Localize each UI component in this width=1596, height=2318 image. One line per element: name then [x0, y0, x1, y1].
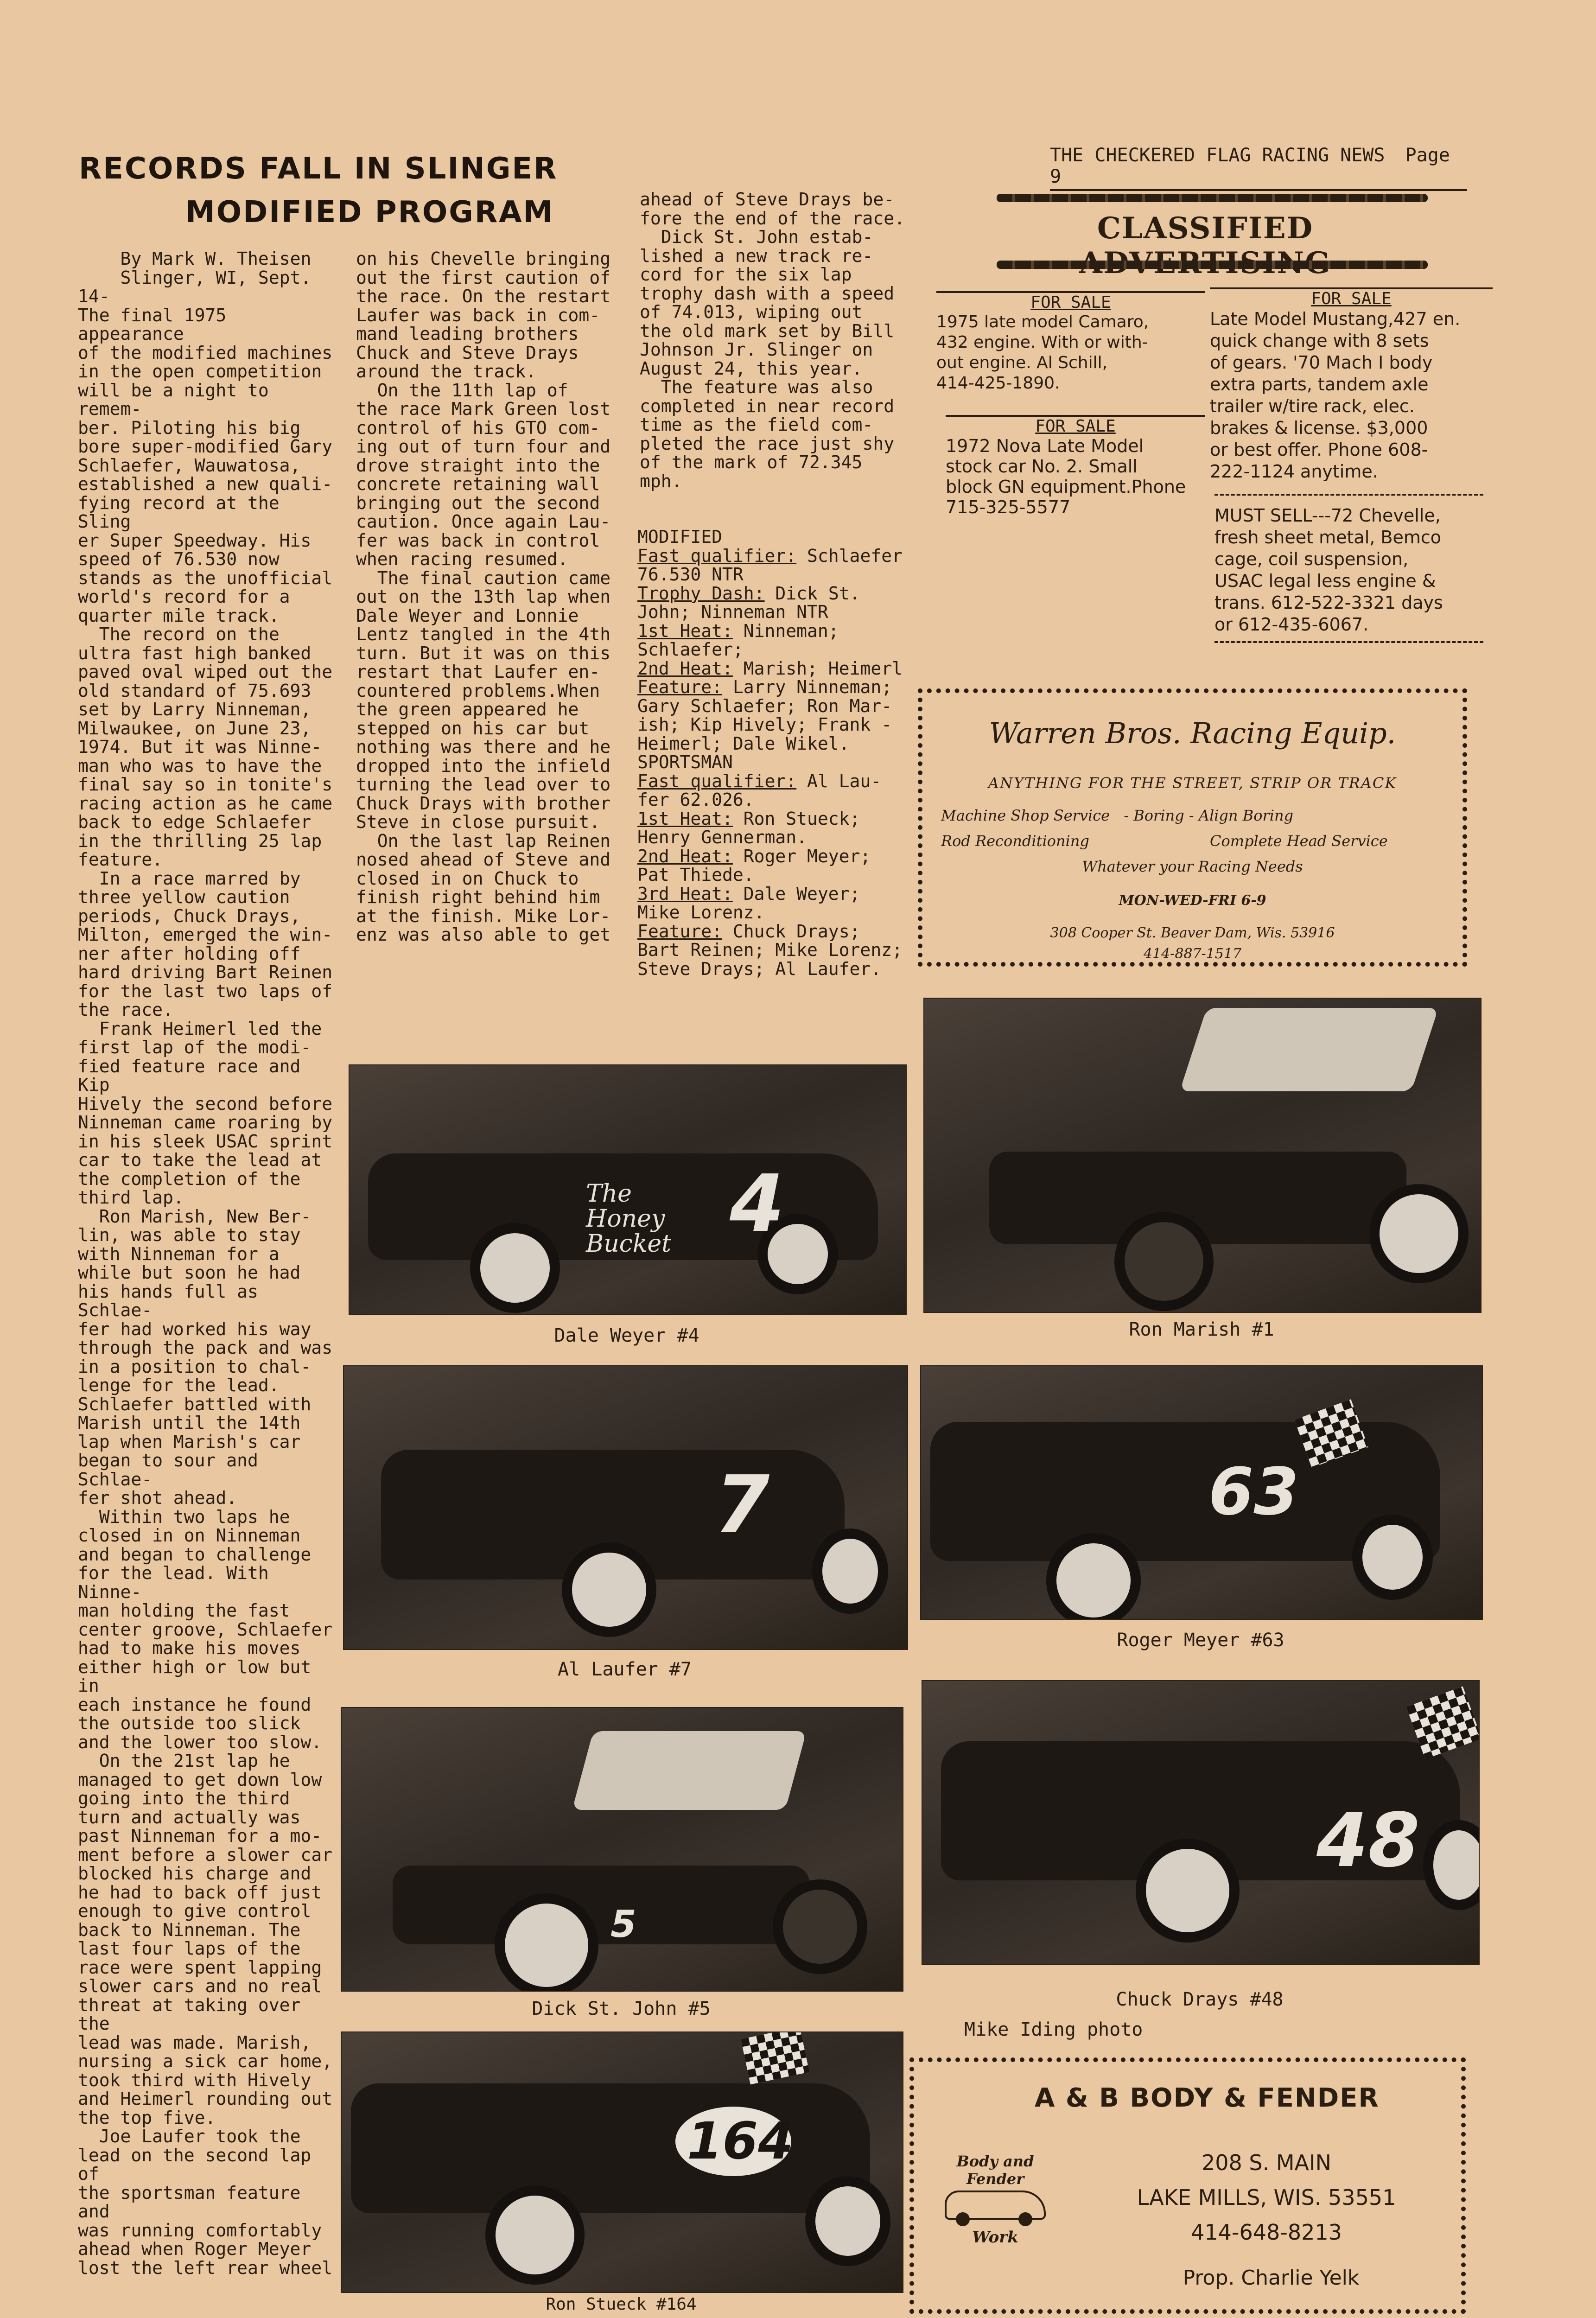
photo-chuck-drays — [922, 1680, 1480, 1965]
caption-chuck-drays: Chuck Drays #48 — [1116, 1989, 1284, 2010]
classified-title: CLASSIFIED — [1097, 211, 1314, 246]
logo-fender: Fender — [966, 2170, 1024, 2188]
text-line: last four laps of the — [78, 1938, 301, 1959]
text-line: out on the 13th lap when — [356, 586, 611, 607]
warren-address: 308 Cooper St. Beaver Dam, Wis. 53916 — [1050, 925, 1335, 941]
page-header — [1050, 145, 1467, 191]
result-text: Schlaefer; — [637, 639, 744, 660]
text-line: fer shot ahead. — [78, 1488, 237, 1508]
text-line: enough to give control — [78, 1901, 312, 1921]
text-line: caution. Once again Lau- — [356, 511, 611, 532]
ab-body-fender-ad — [909, 2057, 1466, 2314]
text-line: began to sour and Schlae- — [78, 1450, 269, 1490]
text-line: Ron Marish, New Ber- — [78, 1206, 312, 1227]
text-line: drove straight into the — [356, 455, 600, 476]
text-line: first lap of the modi- — [78, 1037, 312, 1057]
text-line: for the lead. With Ninne- — [78, 1563, 280, 1602]
text-line: and the lower too slow. — [78, 1732, 322, 1752]
text-line: lap when Marish's car — [78, 1431, 301, 1452]
result-line — [637, 847, 916, 866]
classified-ad-camaro — [936, 291, 1205, 394]
text-line: with Ninneman for a — [78, 1243, 280, 1264]
result-line — [637, 659, 916, 678]
car-wheel — [495, 1893, 598, 1992]
text-line: fore the end of the race. — [640, 208, 905, 229]
text-line: fying record at the Sling — [78, 492, 290, 532]
text-line: On the last lap Reinen — [356, 830, 611, 851]
text-line: periods, Chuck Drays, — [78, 905, 301, 926]
result-text: MODIFIED — [637, 527, 723, 547]
ab-proprietor: Prop. Charlie Yelk — [1183, 2266, 1360, 2290]
result-line — [637, 753, 916, 772]
text-line: around the track. — [356, 361, 536, 382]
text-line: The feature was also — [640, 377, 873, 397]
caption-ron-marish: Ron Marish #1 — [1129, 1319, 1274, 1340]
text-line: lead on the second lap of — [78, 2145, 322, 2184]
text-line: Johnson Jr. Slinger on — [640, 339, 873, 360]
text-line: turn. But it was on this — [356, 643, 611, 663]
text-line: his hands full as Schlae- — [78, 1281, 269, 1320]
car-number: 4 — [730, 1158, 785, 1250]
text-line: concrete retaining wall — [356, 474, 600, 494]
result-text: Bart Reinen; Mike Lorenz; — [637, 940, 903, 960]
page-number: Page 9 — [1050, 145, 1450, 187]
headline-line-2: MODIFIED PROGRAM — [185, 195, 554, 229]
car-wheel — [1136, 1839, 1240, 1942]
text-line: nothing was there and he — [356, 737, 611, 757]
result-line — [637, 547, 916, 566]
text-line: had to make his moves — [78, 1638, 301, 1658]
result-label: Trophy Dash: — [637, 583, 765, 604]
text-line: 1974. But it was Ninne- — [78, 737, 322, 757]
text-line: On the 11th lap of — [356, 380, 568, 401]
result-line — [637, 528, 916, 547]
text-line: er Super Speedway. His — [78, 530, 312, 551]
text-line: threat at taking over the — [78, 1994, 312, 2034]
result-line — [637, 603, 916, 622]
text-line: restart that Laufer en- — [356, 662, 600, 682]
result-line — [637, 790, 916, 809]
text-line: lenge for the lead. — [78, 1375, 280, 1395]
caption-ron-stueck: Ron Stueck #164 — [546, 2295, 697, 2314]
article-column-2 — [356, 249, 627, 944]
result-text: Schlaefer — [796, 545, 903, 566]
result-text: Gary Schlaefer; Ron Mar- — [637, 695, 892, 716]
text-line: cord for the six lap — [640, 264, 852, 285]
text-line: Hively the second before — [78, 1093, 333, 1114]
text-line: final say so in tonite's — [78, 774, 333, 795]
car-icon — [945, 2191, 1046, 2220]
text-line: going into the third — [78, 1788, 290, 1809]
car-wheel — [470, 1223, 560, 1313]
text-line: time as the field com- — [640, 414, 873, 435]
warren-phone: 414-887-1517 — [1143, 946, 1242, 962]
text-line: fied feature race and Kip — [78, 1056, 312, 1095]
text-line: in his sleek USAC sprint — [78, 1131, 333, 1152]
result-label: Feature: — [637, 677, 723, 697]
text-line: through the pack and was — [78, 1337, 333, 1358]
result-text: Dick St. — [764, 583, 860, 604]
text-line: in the thrilling 25 lap — [78, 830, 322, 851]
text-line: dropped into the infield — [356, 755, 611, 776]
text-line: Milwaukee, on June 23, — [78, 718, 312, 739]
car-number: 164 — [687, 2111, 794, 2171]
text-line: bore super-modified Gary — [78, 436, 333, 457]
text-line: lost the left rear wheel — [78, 2257, 333, 2278]
text-line: while but soon he had — [78, 1262, 301, 1283]
result-line — [637, 960, 916, 979]
result-line — [637, 715, 916, 734]
photo-credit: Mike Iding photo — [964, 2019, 1143, 2040]
car-name: The Honey Bucket — [586, 1180, 672, 1258]
result-label: Feature: — [637, 921, 723, 942]
text-line: finish right behind him — [356, 887, 600, 907]
result-text: Ron Stueck; — [732, 808, 860, 829]
result-line — [637, 565, 916, 584]
text-line: in a position to chal- — [78, 1356, 312, 1377]
result-label: 1st Heat: — [637, 808, 733, 829]
result-line — [637, 885, 916, 904]
text-line: back to edge Schlaefer — [78, 812, 312, 832]
result-text: Mike Lorenz. — [637, 902, 765, 923]
text-line: Dick St. John estab- — [640, 227, 873, 247]
text-line: back to Ninneman. The — [78, 1919, 301, 1940]
caption-al-laufer: Al Laufer #7 — [558, 1659, 692, 1680]
text-line: managed to get down low — [78, 1769, 322, 1790]
text-line: ner after holding off — [78, 943, 301, 964]
text-line: Steve in close pursuit. — [356, 812, 600, 832]
text-line: In a race marred by — [78, 868, 301, 889]
caption-dale-weyer: Dale Weyer #4 — [554, 1325, 699, 1346]
result-line — [637, 584, 916, 603]
caption-dick-st-john: Dick St. John #5 — [532, 1998, 711, 2019]
logo-body: Body and — [956, 2152, 1034, 2170]
result-text: Larry Ninneman; — [722, 677, 892, 697]
car-wheel — [1352, 1515, 1433, 1600]
text-line: each instance he found — [78, 1694, 312, 1715]
text-line: out the first caution of — [356, 267, 611, 288]
result-text: John; Ninneman NTR — [637, 602, 828, 622]
text-line: when racing resumed. — [356, 549, 568, 569]
text-line: lin, was able to stay — [78, 1225, 301, 1245]
result-line — [637, 922, 916, 941]
text-line: control of his GTO com- — [356, 417, 600, 438]
text-line: turning the lead over to — [356, 774, 611, 795]
ab-phone: 414-648-8213 — [1191, 2220, 1342, 2245]
text-line: race were spent lapping — [78, 1957, 322, 1978]
text-line: fer had worked his way — [78, 1318, 312, 1339]
text-line: stepped on his car but — [356, 718, 590, 739]
text-line: slower cars and no real — [78, 1976, 322, 1996]
headline-line-1: RECORDS FALL IN SLINGER — [79, 152, 558, 186]
text-line: was running comfortably — [78, 2220, 322, 2241]
text-line: the race. — [78, 1000, 173, 1020]
text-line: The final caution came — [356, 567, 611, 588]
text-line: countered problems.When — [356, 680, 600, 701]
text-line: of 74.013, wiping out — [640, 302, 863, 322]
result-label: 1st Heat: — [637, 620, 733, 641]
text-line: hard driving Bart Reinen — [78, 962, 333, 982]
result-line — [637, 809, 916, 828]
text-line: Joe Laufer took the — [78, 2126, 301, 2146]
photo-ron-marish — [923, 998, 1482, 1313]
result-line — [637, 734, 916, 753]
result-text: Dale Weyer; — [732, 883, 860, 904]
text-line: Ninneman came roaring by — [78, 1112, 333, 1133]
text-line: in the open competition — [78, 361, 322, 382]
text-line: for the last two laps of — [78, 981, 333, 1001]
result-text: Henry Gennerman. — [637, 827, 808, 847]
text-line: mand leading brothers — [356, 324, 579, 344]
result-line — [637, 903, 916, 922]
text-line: the top five. — [78, 2107, 216, 2128]
text-line: stands as the unofficial — [78, 567, 333, 588]
text-line: the green appeared he — [356, 699, 579, 720]
text-line: fer was back in control — [356, 530, 600, 551]
warren-name: Warren Bros. Racing Equip. — [989, 716, 1396, 750]
result-label: Fast qualifier: — [637, 771, 797, 791]
car-number: 63 — [1208, 1454, 1299, 1530]
result-text: Pat Thiede. — [637, 865, 754, 885]
result-text: Ninneman; — [732, 620, 839, 641]
text-line: Marish until the 14th — [78, 1413, 301, 1433]
result-text: fer 62.026. — [637, 790, 754, 810]
paper-name: THE CHECKERED FLAG RACING NEWS — [1050, 145, 1385, 166]
car-wing — [572, 1731, 807, 1810]
text-line: Within two laps he — [78, 1506, 290, 1527]
text-line: completed in near record — [640, 395, 895, 416]
text-line: at the finish. Mike Lor- — [356, 905, 611, 926]
result-text: Marish; Heimerl — [732, 658, 903, 679]
classified-ad-nova — [946, 415, 1205, 517]
car-body — [393, 1866, 810, 1944]
text-line: set by Larry Ninneman, — [78, 699, 312, 720]
car-wheel — [1369, 1184, 1469, 1283]
text-line: the race. On the restart — [356, 286, 611, 306]
ad-body: Late Model Mustang,427 en. quick change with 8 sets of gears. '70 Mach I body extra parts, tandem axle trailer w/tire rack, elec. brakes & license. $3,000 or best offer. Phone 608- 222-1124 anytime. — [1210, 309, 1461, 482]
result-text: Steve Drays; Al Laufer. — [637, 958, 882, 979]
text-line: August 24, this year. — [640, 358, 863, 379]
car-number: 5 — [610, 1903, 636, 1946]
result-line — [637, 622, 916, 641]
text-line: ahead of Steve Drays be- — [640, 189, 895, 210]
result-label: Fast qualifier: — [637, 545, 797, 566]
car-wheel — [773, 1879, 867, 1974]
ad-body: 1972 Nova Late Model stock car No. 2. Small block GN equipment.Phone 715-325-5577 — [946, 436, 1186, 517]
text-line: speed of 76.530 now — [78, 549, 280, 569]
text-line: world's record for a — [78, 586, 290, 607]
caption-roger-meyer: Roger Meyer #63 — [1117, 1630, 1284, 1651]
classified-rule-top — [997, 194, 1428, 202]
text-line: mph. — [640, 471, 682, 491]
text-line: bringing out the second — [356, 492, 600, 513]
warren-tagline: ANYTHING FOR THE STREET, STRIP OR TRACK — [988, 774, 1397, 792]
text-line: blocked his charge and — [78, 1863, 312, 1884]
ad-body: MUST SELL---72 Chevelle, fresh sheet metal, Bemco cage, coil suspension, USAC legal less engine & trans. 612-522-3321 days or 612-435-6067. — [1214, 505, 1443, 635]
text-line: and began to challenge — [78, 1544, 312, 1565]
text-line: either high or low but in — [78, 1656, 322, 1696]
ab-name: A & B BODY & FENDER — [1035, 2083, 1380, 2113]
result-text: Roger Meyer; — [732, 846, 871, 866]
text-line: Milton, emerged the win- — [78, 924, 333, 945]
warren-bros-ad — [918, 688, 1467, 967]
text-line: On the 21st lap he — [78, 1751, 290, 1771]
text-line: Frank Heimerl led the — [78, 1018, 322, 1039]
result-text: Al Lau- — [796, 771, 882, 791]
text-line: pleted the race just shy — [640, 433, 895, 454]
warren-service-1 — [941, 807, 1293, 824]
ad-heading: FOR SALE — [946, 415, 1205, 436]
photo-dick-st-john — [341, 1707, 903, 1992]
result-line — [637, 640, 916, 659]
text-line: three yellow caution — [78, 887, 290, 907]
car-wing — [1180, 1008, 1438, 1091]
text-line: of the mark of 72.345 — [640, 452, 863, 472]
text-line: will be a night to remem- — [78, 380, 280, 419]
text-line: man holding the fast — [78, 1600, 290, 1621]
warren-service-2 — [941, 832, 1451, 850]
machine-shop: Machine Shop Service — [941, 807, 1110, 824]
warren-hours: MON-WED-FRI 6-9 — [1119, 892, 1266, 909]
text-line: Dale Weyer and Lonnie — [356, 605, 579, 626]
classified-rule-bottom — [997, 261, 1428, 269]
result-line — [637, 772, 916, 791]
text-line: turn and actually was — [78, 1807, 301, 1828]
text-line: took third with Hively — [78, 2070, 312, 2090]
result-text: ish; Kip Hively; Frank - — [637, 714, 892, 735]
text-line: quarter mile track. — [78, 605, 280, 626]
text-line: racing action as he came — [78, 793, 333, 814]
result-text: Heimerl; Dale Wikel. — [637, 733, 850, 754]
result-text: Chuck Drays; — [722, 921, 860, 942]
text-line: The record on the — [78, 624, 280, 644]
text-line: Laufer was back in com- — [356, 305, 600, 325]
text-line: ment before a slower car — [78, 1844, 333, 1865]
text-line: Schlaefer, Wauwatosa, — [78, 455, 301, 476]
text-line: Lentz tangled in the 4th — [356, 624, 611, 644]
text-line: trophy dash with a speed — [640, 283, 895, 304]
result-line — [637, 697, 916, 716]
result-text: SPORTSMAN — [637, 752, 733, 772]
text-line: nosed ahead of Steve and — [356, 849, 611, 870]
car-wheel — [562, 1542, 656, 1637]
ad-heading: FOR SALE — [936, 291, 1205, 312]
car-number: 48 — [1316, 1797, 1420, 1884]
result-line — [637, 678, 916, 697]
car-wheel — [1114, 1212, 1214, 1311]
text-line: ultra fast high banked — [78, 643, 312, 663]
result-line — [637, 941, 916, 960]
boring: - Boring - Align Boring — [1124, 807, 1294, 824]
text-line: ber. Piloting his big — [78, 417, 301, 438]
text-line: the old mark set by Bill — [640, 320, 895, 341]
text-line: and Heimerl rounding out — [78, 2089, 333, 2109]
text-line: center groove, Schlaefer — [78, 1619, 333, 1640]
result-label: 2nd Heat: — [637, 658, 733, 679]
text-line: paved oval wiped out the — [78, 662, 333, 682]
ab-logo — [942, 2152, 1049, 2247]
text-line: By Mark W. Theisen — [78, 248, 312, 269]
text-line: Chuck and Steve Drays — [356, 342, 579, 363]
warren-needs: Whatever your Racing Needs — [1082, 858, 1303, 875]
checkered-flag — [741, 2031, 809, 2084]
car-wheel — [485, 2185, 585, 2285]
photo-dale-weyer — [349, 1064, 907, 1315]
photo-ron-stueck — [341, 2031, 903, 2293]
car-number: 7 — [715, 1459, 770, 1551]
result-label: 2nd Heat: — [637, 846, 733, 866]
result-label: 3rd Heat: — [637, 883, 733, 904]
text-line: lead was made. Marish, — [78, 2032, 312, 2053]
text-line: established a new quali- — [78, 474, 333, 494]
text-line: the completion of the — [78, 1168, 301, 1189]
rod-reconditioning: Rod Reconditioning — [941, 832, 1089, 850]
head-service: Complete Head Service — [1210, 832, 1388, 850]
text-line: ing out of turn four and — [356, 436, 611, 457]
text-line: old standard of 75.693 — [78, 680, 312, 701]
text-line: of the modified machines — [78, 342, 333, 363]
article-column-3 — [640, 190, 918, 490]
text-line: feature. — [78, 849, 163, 870]
ab-city: LAKE MILLS, WIS. 53551 — [1137, 2185, 1396, 2210]
classified-ad-chevelle — [1214, 494, 1483, 643]
text-line: nursing a sick car home, — [78, 2051, 333, 2071]
text-line: Schlaefer battled with — [78, 1394, 312, 1414]
text-line: closed in on Chuck to — [356, 868, 579, 889]
ab-street: 208 S. MAIN — [1202, 2150, 1331, 2175]
text-line: closed in on Ninneman — [78, 1525, 301, 1546]
text-line: on his Chevelle bringing — [356, 248, 611, 269]
text-line: Chuck Drays with brother — [356, 793, 611, 814]
text-line: car to take the lead at — [78, 1150, 322, 1170]
photo-al-laufer — [343, 1365, 908, 1650]
photo-roger-meyer — [920, 1365, 1483, 1620]
text-line: the sportsman feature and — [78, 2182, 312, 2222]
text-line: man who was to have the — [78, 755, 322, 776]
text-line: lished a new track re- — [640, 245, 873, 266]
classified-ad-mustang — [1210, 287, 1493, 483]
article-column-1 — [78, 249, 342, 2277]
text-line: ahead when Roger Meyer — [78, 2239, 312, 2259]
text-line: past Ninneman for a mo- — [78, 1826, 322, 1846]
text-line: the race Mark Green lost — [356, 399, 611, 419]
ad-body: 1975 late model Camaro, 432 engine. With or with- out engine. Al Schill, 414-425-1890. — [936, 312, 1149, 393]
result-line — [637, 828, 916, 847]
text-line: enz was also able to get — [356, 924, 611, 945]
text-line: third lap. — [78, 1187, 184, 1208]
result-line — [637, 866, 916, 885]
logo-work: Work — [972, 2228, 1018, 2247]
text-line: he had to back off just — [78, 1882, 322, 1903]
race-results — [637, 528, 916, 978]
car-wheel — [812, 1528, 888, 1614]
result-text: 76.530 NTR — [637, 564, 744, 585]
text-line: The final 1975 appearance — [78, 305, 237, 344]
ad-heading: FOR SALE — [1210, 287, 1493, 308]
text-line: Slinger, WI, Sept. 14- — [78, 267, 322, 306]
car-wheel — [805, 2176, 890, 2266]
text-line: the outside too slick — [78, 1713, 301, 1733]
